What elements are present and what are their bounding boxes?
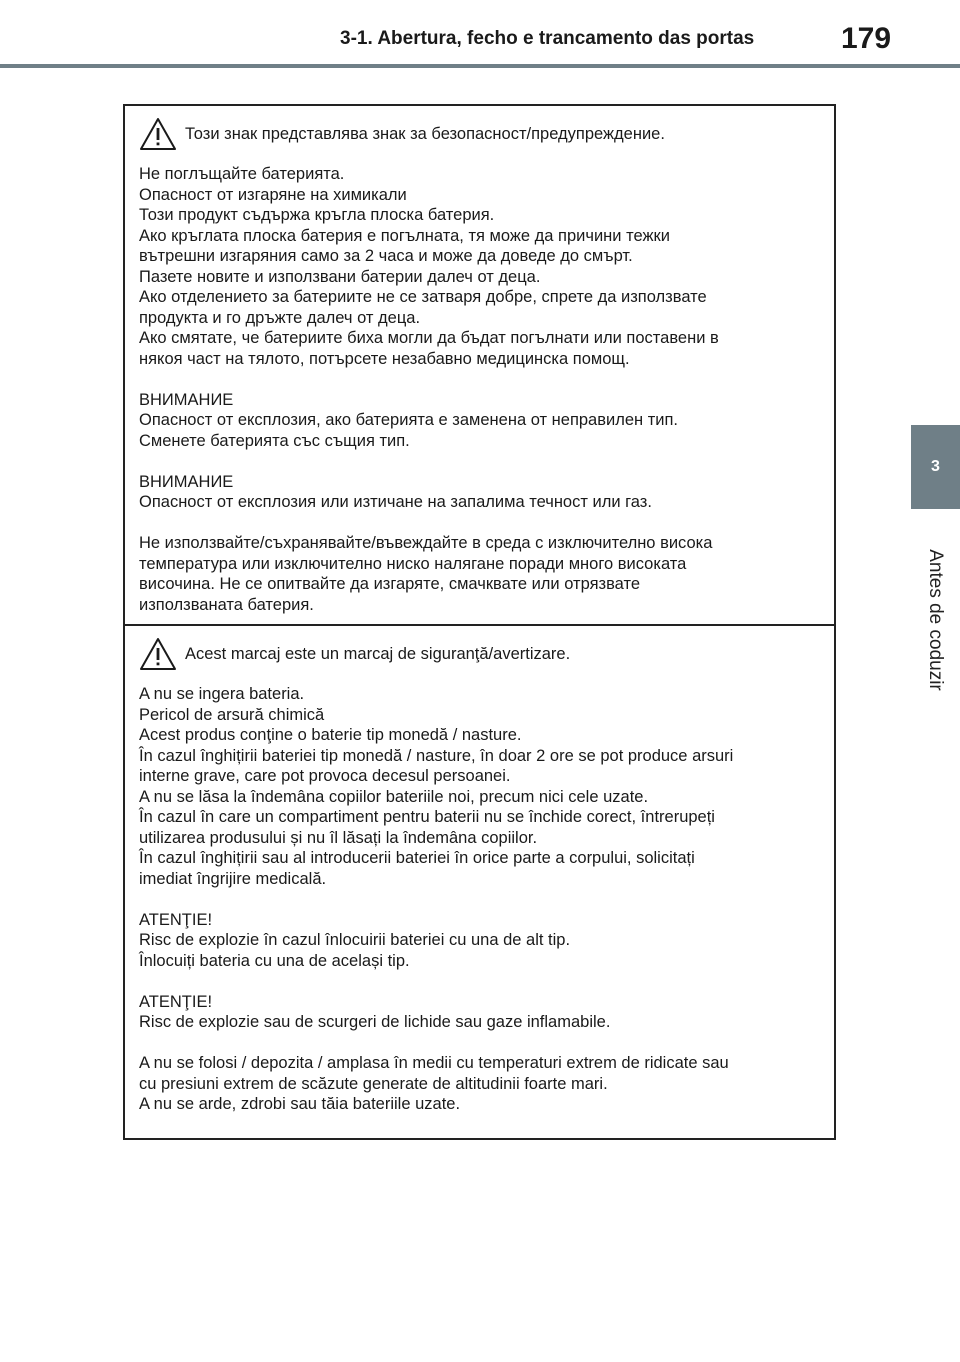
romanian-body <box>139 684 820 1115</box>
text-line: ВНИМАНИЕ <box>139 390 234 409</box>
bulgarian-warning-panel <box>125 106 834 624</box>
ro-paragraph-3 <box>139 992 820 1033</box>
warning-triangle-icon <box>139 637 177 671</box>
text-line: ВНИМАНИЕ <box>139 472 234 491</box>
text-line: A nu se arde, zdrobi sau tăia bateriile uzate. <box>139 1095 461 1113</box>
text-line: Risc de explozie în cazul înlocuirii bateriei cu una de alt tip. <box>139 931 571 949</box>
chapter-number: 3 <box>931 458 940 475</box>
text-line: използваната батерия. <box>139 595 314 614</box>
text-line: Ако отделението за батериите не се затваря добре, спрете да използвате <box>139 288 707 306</box>
text-line: температура или изключително ниско налягане поради много високата <box>139 554 687 573</box>
text-line: височина. Не се опитвайте да изгаряте, смачквате или отрязвате <box>139 575 641 593</box>
text-line: ATENŢIE! <box>139 910 213 929</box>
page-number: 179 <box>841 22 892 55</box>
text-line: interne grave, care pot provoca decesul persoanei. <box>139 767 511 785</box>
text-line: În cazul înghițirii bateriei tip monedă / nasture, în doar 2 ore se pot produce arsuri <box>139 746 734 765</box>
bg-paragraph-3 <box>139 472 820 513</box>
text-line: Не използвайте/съхранявайте/въвеждайте в среда с изключително висока <box>139 534 713 552</box>
romanian-heading: Acest marcaj este un marcaj de siguranţă/avertizare. <box>185 644 571 663</box>
battery-warning-box <box>123 104 836 1140</box>
text-line: Опасност от експлозия, ако батерията е заменена от неправилен тип. <box>139 411 679 429</box>
text-line: În cazul înghițirii sau al introducerii bateriei în orice parte a corpului, solicitați <box>139 849 695 867</box>
text-line: Acest produs conţine o baterie tip monedă / nasture. <box>139 726 522 744</box>
text-line: Опасност от експлозия или изтичане на запалима течност или газ. <box>139 493 652 511</box>
ro-paragraph-1 <box>139 684 820 889</box>
text-line: Опасност от изгаряне на химикали <box>139 185 407 204</box>
text-line: Сменете батерията със същия тип. <box>139 431 410 450</box>
text-line: cu presiuni extrem de scăzute generate de altitudinii foarte mari. <box>139 1074 608 1093</box>
romanian-heading-row <box>139 632 820 676</box>
bulgarian-heading: Този знак представлява знак за безопасност/предупреждение. <box>185 124 665 143</box>
text-line: Не поглъщайте батерията. <box>139 165 345 183</box>
text-line: вътрешни изгаряния само за 2 часа и може да доведе до смърт. <box>139 247 633 265</box>
text-line: A nu se lăsa la îndemâna copiilor bateriile noi, precum nici cele uzate. <box>139 787 649 806</box>
chapter-label: Antes de coduzir <box>925 549 946 691</box>
text-line: ATENŢIE! <box>139 992 213 1011</box>
section-title: 3-1. Abertura, fecho e trancamento das portas <box>340 28 755 49</box>
warning-triangle-icon <box>139 117 177 151</box>
text-line: продукта и го дръжте далеч от деца. <box>139 308 421 327</box>
text-line: Înlocuiți bateria cu una de același tip. <box>139 951 410 970</box>
text-line: Risc de explozie sau de scurgeri de lichide sau gaze inflamabile. <box>139 1013 611 1031</box>
text-line: Ако смятате, че батериите биха могли да бъдат погълнати или поставени в <box>139 329 719 347</box>
text-line: imediat îngrijire medicală. <box>139 869 327 888</box>
romanian-warning-panel <box>125 624 834 1140</box>
bg-paragraph-1 <box>139 164 820 369</box>
bulgarian-heading-row <box>139 112 820 156</box>
text-line: Pericol de arsură chimică <box>139 705 325 724</box>
text-line: A nu se ingera bateria. <box>139 685 305 703</box>
text-line: Ако кръглата плоска батерия е погълната, тя може да причини тежки <box>139 226 670 245</box>
bg-paragraph-2 <box>139 390 820 452</box>
bg-paragraph-4 <box>139 533 820 615</box>
text-line: Този продукт съдържа кръгла плоска батерия. <box>139 206 495 224</box>
ro-paragraph-4 <box>139 1053 820 1115</box>
text-line: În cazul în care un compartiment pentru baterii nu se închide corect, întrerupeți <box>139 808 715 826</box>
text-line: Пазете новите и използвани батерии далеч от деца. <box>139 267 541 286</box>
chapter-tab <box>911 425 960 509</box>
bulgarian-body <box>139 164 820 615</box>
text-line: някоя част на тялото, потърсете незабавно медицинска помощ. <box>139 349 630 368</box>
text-line: A nu se folosi / depozita / amplasa în medii cu temperaturi extrem de ridicate sau <box>139 1054 729 1072</box>
header-divider <box>0 64 960 68</box>
text-line: utilizarea produsului și nu îl lăsați la îndemâna copiilor. <box>139 828 538 847</box>
ro-paragraph-2 <box>139 910 820 972</box>
